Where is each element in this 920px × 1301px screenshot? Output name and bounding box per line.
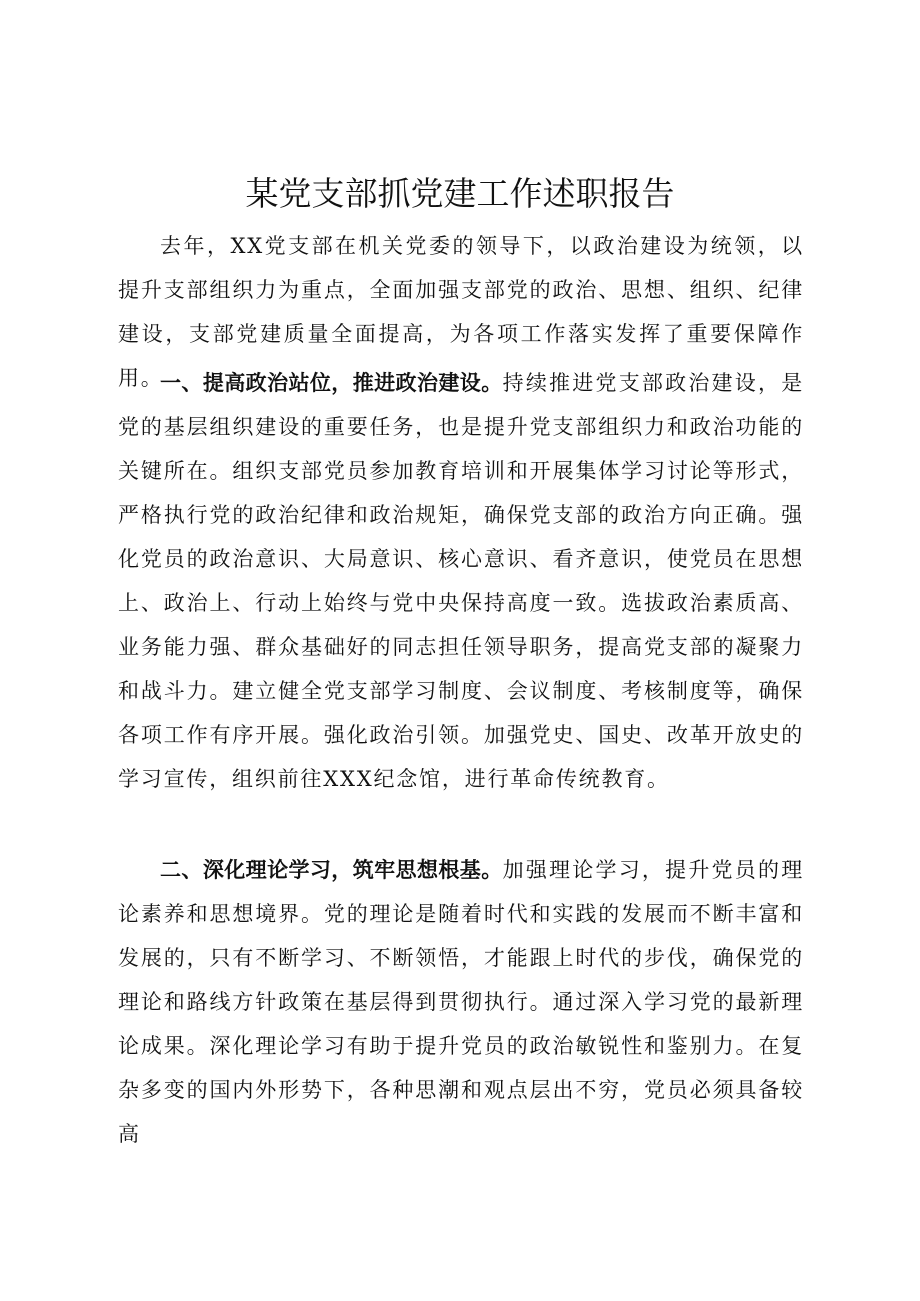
section-2-body: 加强理论学习，提升党员的理论素养和思想境界。党的理论是随着时代和实践的发展而不断丰富和发展的，只有不断学习、不断领悟，才能跟上时代的步伐，确保党的理论和路线方针政策在基层得到贯彻执行。通过深入学习党的最新理论成果。深化理论学习有助于提升党员的政治敏锐性和鉴别力。在复杂多变的国内外形势下，各种思潮和观点层出不穷，党员必须具备较高: [118, 858, 804, 1146]
paragraph-section-2-text: [118, 848, 804, 1156]
paragraph-intro-body: 去年，XX党支部在机关党委的领导下，以政治建设为统领，以提升支部组织力为重点，全面加强支部党的政治、思想、组织、纪律建设，支部党建质量全面提高，为各项工作落实发挥了重要保障作用。: [118, 234, 804, 390]
paragraph-section-1-text: [118, 361, 804, 801]
section-1-heading: 一、提高政治站位，推进政治建设。: [160, 371, 503, 395]
paragraph-section-1: [118, 361, 804, 801]
section-2-heading: 二、深化理论学习，筑牢思想根基。: [160, 858, 503, 882]
document-title: 某党支部抓党建工作述职报告: [245, 174, 675, 213]
paragraph-section-2: [118, 848, 804, 1156]
section-1-body: 持续推进党支部政治建设，是党的基层组织建设的重要任务，也是提升党支部组织力和政治功能的关键所在。组织支部党员参加教育培训和开展集体学习讨论等形式，严格执行党的政治纪律和政治规矩，确保党支部的政治方向正确。强化党员的政治意识、大局意识、核心意识、看齐意识，使党员在思想上、政治上、行动上始终与党中央保持高度一致。选拔政治素质高、业务能力强、群众基础好的同志担任领导职务，提高党支部的凝聚力和战斗力。建立健全党支部学习制度、会议制度、考核制度等，确保各项工作有序开展。强化政治引领。加强党史、国史、改革开放史的学习宣传，组织前往XXX纪念馆，进行革命传统教育。: [118, 371, 804, 791]
